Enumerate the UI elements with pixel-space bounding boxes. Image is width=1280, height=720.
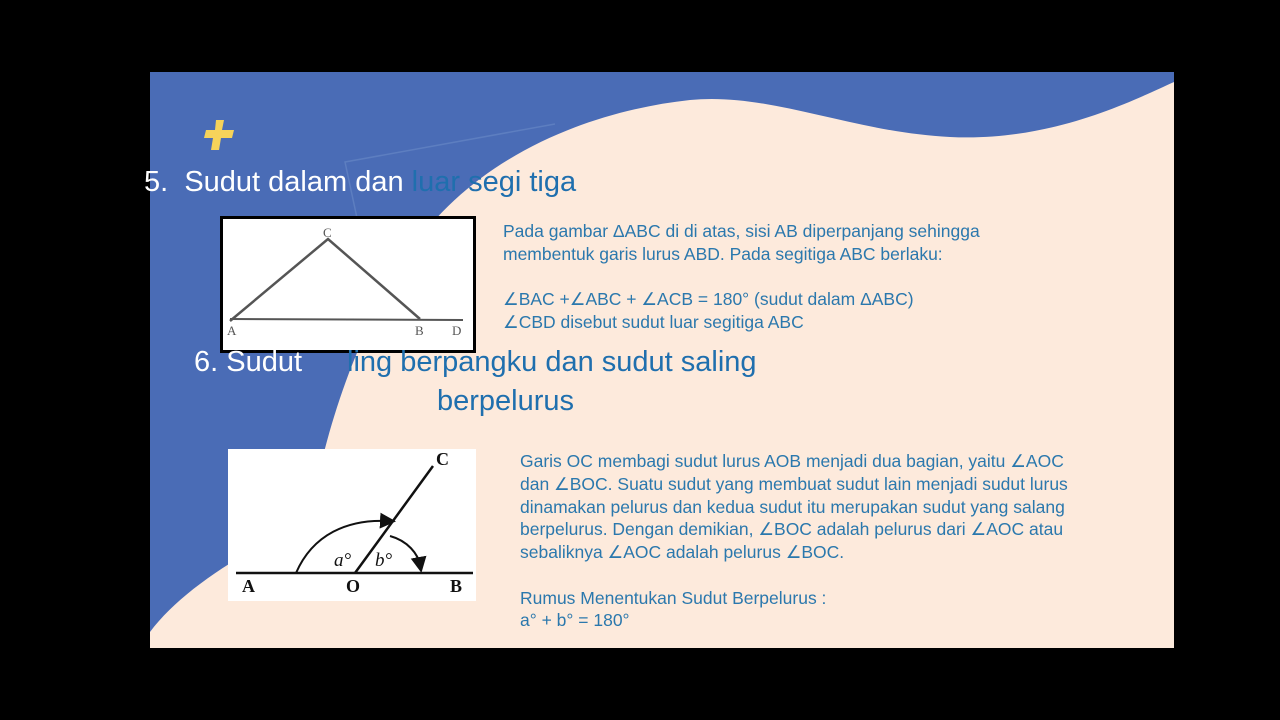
section5-formula1: ∠BAC +∠ABC + ∠ACB = 180° (sudut dalam ΔABC) — [503, 289, 914, 309]
heading-number: 5. — [144, 166, 169, 198]
slide — [144, 72, 1174, 648]
heading-part2: ling berpangku dan sudut saling — [347, 346, 757, 378]
section5-paragraph: Pada gambar ΔABC di di atas, sisi AB diperpanjang sehingga membentuk garis lurus ABD. Pada segitiga ABC berlaku: — [503, 221, 980, 264]
label-d: D — [452, 323, 462, 338]
section6-formula: a° + b° = 180° — [520, 610, 630, 630]
supplementary-angle-figure — [228, 449, 476, 601]
section6-formula-title: Rumus Menentukan Sudut Berpelurus : — [520, 588, 827, 608]
triangle-figure — [220, 216, 476, 353]
heading-part1: 6. Sudut — [194, 346, 303, 378]
label-o: O — [346, 576, 361, 596]
label-a: A — [242, 576, 255, 596]
label-a: A — [227, 323, 237, 338]
label-angle-b: b° — [375, 550, 393, 571]
heading-part2: luar segi tiga — [411, 166, 577, 198]
label-b: B — [450, 576, 463, 596]
label-b: B — [415, 323, 424, 338]
label-angle-a: a° — [334, 550, 352, 571]
section6-heading-line2: berpelurus — [437, 385, 575, 417]
label-c: C — [323, 225, 332, 240]
section5-heading — [144, 166, 576, 199]
section6-paragraph: Garis OC membagi sudut lurus AOB menjadi dua bagian, yaitu ∠AOC dan ∠BOC. Suatu sudut yang membuat sudut lain menjadi sudut lurus dinamakan pelurus dan kedua sudut itu merupakan sudut yang salang berpelurus. Dengan demikian, ∠BOC adalah pelurus dari ∠AOC atau sebaliknya ∠AOC adalah pelurus ∠BOC. — [520, 451, 1068, 563]
heading-part1: Sudut dalam dan — [184, 166, 404, 198]
section5-formula2: ∠CBD disebut sudut luar segitiga ABC — [503, 312, 804, 332]
plus-decoration-icon — [202, 118, 238, 152]
section6-heading — [194, 346, 757, 379]
label-c: C — [436, 449, 449, 469]
